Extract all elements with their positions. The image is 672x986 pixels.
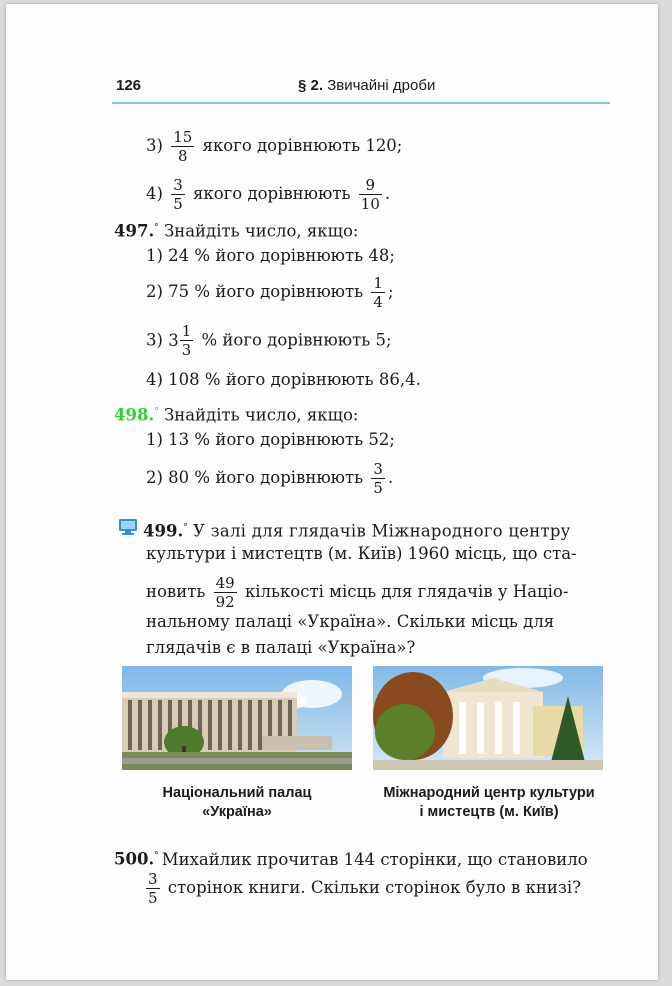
exercise-497-item-1: 1) 24 % його дорівнюють 48; xyxy=(146,246,395,265)
exercise-499-line-5: глядачів є в палаці «Україна»? xyxy=(146,638,416,657)
exercise-498-item-2: 2) 80 % його дорівнюють $\frac{3}{5}$ . xyxy=(146,460,394,497)
exercise-498-item-1: 1) 13 % його дорівнюють 52; xyxy=(146,430,395,449)
exercise-497-item-3: 3) 3 $\frac{1}{3}$ % його дорівнюють 5; xyxy=(146,322,392,359)
section-title: § 2. Звичайні дроби xyxy=(298,77,436,94)
exercise-497-item-2: 2) 75 % його дорівнюють $\frac{1}{4}$ ; xyxy=(146,274,394,311)
fraction: $\frac{3}{5}$ xyxy=(173,176,183,213)
exercise-496-item-3: 3) $\frac{15}{8}$ якого дорівнюють 120; xyxy=(146,128,403,165)
fraction: $\frac{3}{5}$ xyxy=(148,870,158,907)
page-number: 126 xyxy=(116,77,142,94)
exercise-499-line-2: культури і мистецтв (м. Київ) 1960 місць, що ста- xyxy=(146,544,577,563)
national-palace-photo xyxy=(122,666,352,770)
running-header xyxy=(112,76,610,104)
fraction: $\frac{1}{4}$ xyxy=(373,274,383,311)
fraction: $\frac{15}{8}$ xyxy=(173,128,193,165)
culture-centre-photo xyxy=(373,666,603,770)
exercise-499-line-3: новить $\frac{49}{92}$ кількості місць для глядачів у Націо- xyxy=(146,574,569,611)
mixed-number: 3 $\frac{1}{3}$ xyxy=(168,322,192,359)
exercise-496-item-4: 4) $\frac{3}{5}$ якого дорівнюють $\frac{9}{10}$ . xyxy=(146,176,391,213)
caption-national-palace: Національний палац «Україна» xyxy=(162,785,312,820)
computer-icon xyxy=(118,518,138,536)
fraction: $\frac{3}{5}$ xyxy=(373,460,383,497)
exercise-500-line-1: 500.° Михайлик прочитав 144 сторінки, що становило xyxy=(114,849,588,869)
fraction: $\frac{9}{10}$ xyxy=(360,176,380,213)
exercise-497-item-4: 4) 108 % його дорівнюють 86,4. xyxy=(146,370,421,389)
exercise-499-line-4: нальному палаці «Україна». Скільки місць для xyxy=(146,612,555,631)
exercise-497-heading: 497.° Знайдіть число, якщо: xyxy=(114,221,359,241)
caption-culture-centre: Міжнародний центр культури і мистецтв (м. Київ) xyxy=(383,785,595,820)
exercise-499-line-1: 499.° У залі для глядачів Міжнародного центру xyxy=(143,521,571,541)
fraction: $\frac{49}{92}$ xyxy=(215,574,235,611)
exercise-498-heading: 498.° Знайдіть число, якщо: xyxy=(114,405,359,425)
exercise-500-line-2: $\frac{3}{5}$ сторінок книги. Скільки сторінок було в книзі? xyxy=(148,870,581,907)
